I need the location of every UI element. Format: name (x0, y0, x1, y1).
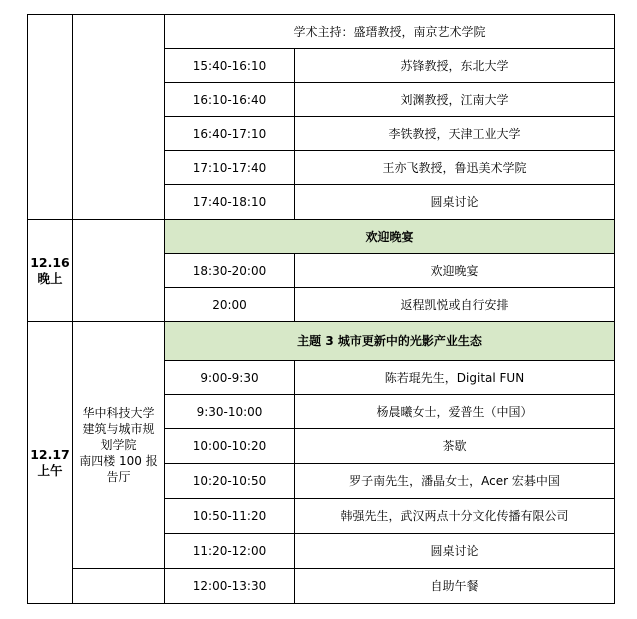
description-cell: 欢迎晚宴 (295, 254, 615, 288)
time-cell: 11:20-12:00 (165, 534, 295, 569)
time-cell: 12:00-13:30 (165, 569, 295, 604)
venue-cell-empty (73, 220, 165, 322)
description-cell: 茶歇 (295, 429, 615, 464)
table-row (28, 569, 615, 604)
time-cell: 9:00-9:30 (165, 361, 295, 395)
table-row (28, 15, 615, 49)
venue-cell (73, 322, 165, 569)
description-cell: 韩强先生，武汉两点十分文化传播有限公司 (295, 499, 615, 534)
description-cell: 苏锋教授，东北大学 (295, 49, 615, 83)
venue-cell-empty (73, 569, 165, 604)
table-row (28, 220, 615, 254)
topic-header: 欢迎晚宴 (165, 220, 615, 254)
time-cell: 16:10-16:40 (165, 83, 295, 117)
venue-line: 建筑与城市规 (82, 422, 155, 436)
description-cell: 刘渊教授，江南大学 (295, 83, 615, 117)
date-cell-morning (28, 322, 73, 604)
description-cell: 陈若琨先生，Digital FUN (295, 361, 615, 395)
venue-cell-empty (73, 15, 165, 220)
host-cell: 学术主持：盛瑨教授，南京艺术学院 (165, 15, 615, 49)
venue-line: 告厅 (106, 470, 131, 484)
description-cell: 罗子南先生，潘晶女士，Acer 宏碁中国 (295, 464, 615, 499)
table-row (28, 322, 615, 361)
description-cell: 圆桌讨论 (295, 185, 615, 220)
period-text: 上午 (37, 462, 63, 478)
time-cell: 15:40-16:10 (165, 49, 295, 83)
time-cell: 20:00 (165, 288, 295, 322)
period-text: 晚上 (37, 270, 63, 286)
time-cell: 16:40-17:10 (165, 117, 295, 151)
description-cell: 李铁教授，天津工业大学 (295, 117, 615, 151)
schedule-table (27, 14, 615, 604)
description-cell: 杨晨曦女士，爱普生（中国） (295, 395, 615, 429)
venue-line: 划学院 (100, 438, 137, 452)
venue-line: 华中科技大学 (82, 406, 155, 420)
time-cell: 17:10-17:40 (165, 151, 295, 185)
time-cell: 17:40-18:10 (165, 185, 295, 220)
description-cell: 圆桌讨论 (295, 534, 615, 569)
date-text: 12.17 (30, 446, 70, 462)
venue-line: 南四楼 100 报 (79, 454, 158, 468)
time-cell: 10:00-10:20 (165, 429, 295, 464)
date-cell-evening (28, 220, 73, 322)
time-cell: 9:30-10:00 (165, 395, 295, 429)
time-cell: 18:30-20:00 (165, 254, 295, 288)
time-cell: 10:20-10:50 (165, 464, 295, 499)
topic-header: 主题 3 城市更新中的光影产业生态 (165, 322, 615, 361)
description-cell: 返程凯悦或自行安排 (295, 288, 615, 322)
date-cell-empty (28, 15, 73, 220)
description-cell: 王亦飞教授，鲁迅美术学院 (295, 151, 615, 185)
date-text: 12.16 (30, 254, 70, 270)
time-cell: 10:50-11:20 (165, 499, 295, 534)
description-cell: 自助午餐 (295, 569, 615, 604)
